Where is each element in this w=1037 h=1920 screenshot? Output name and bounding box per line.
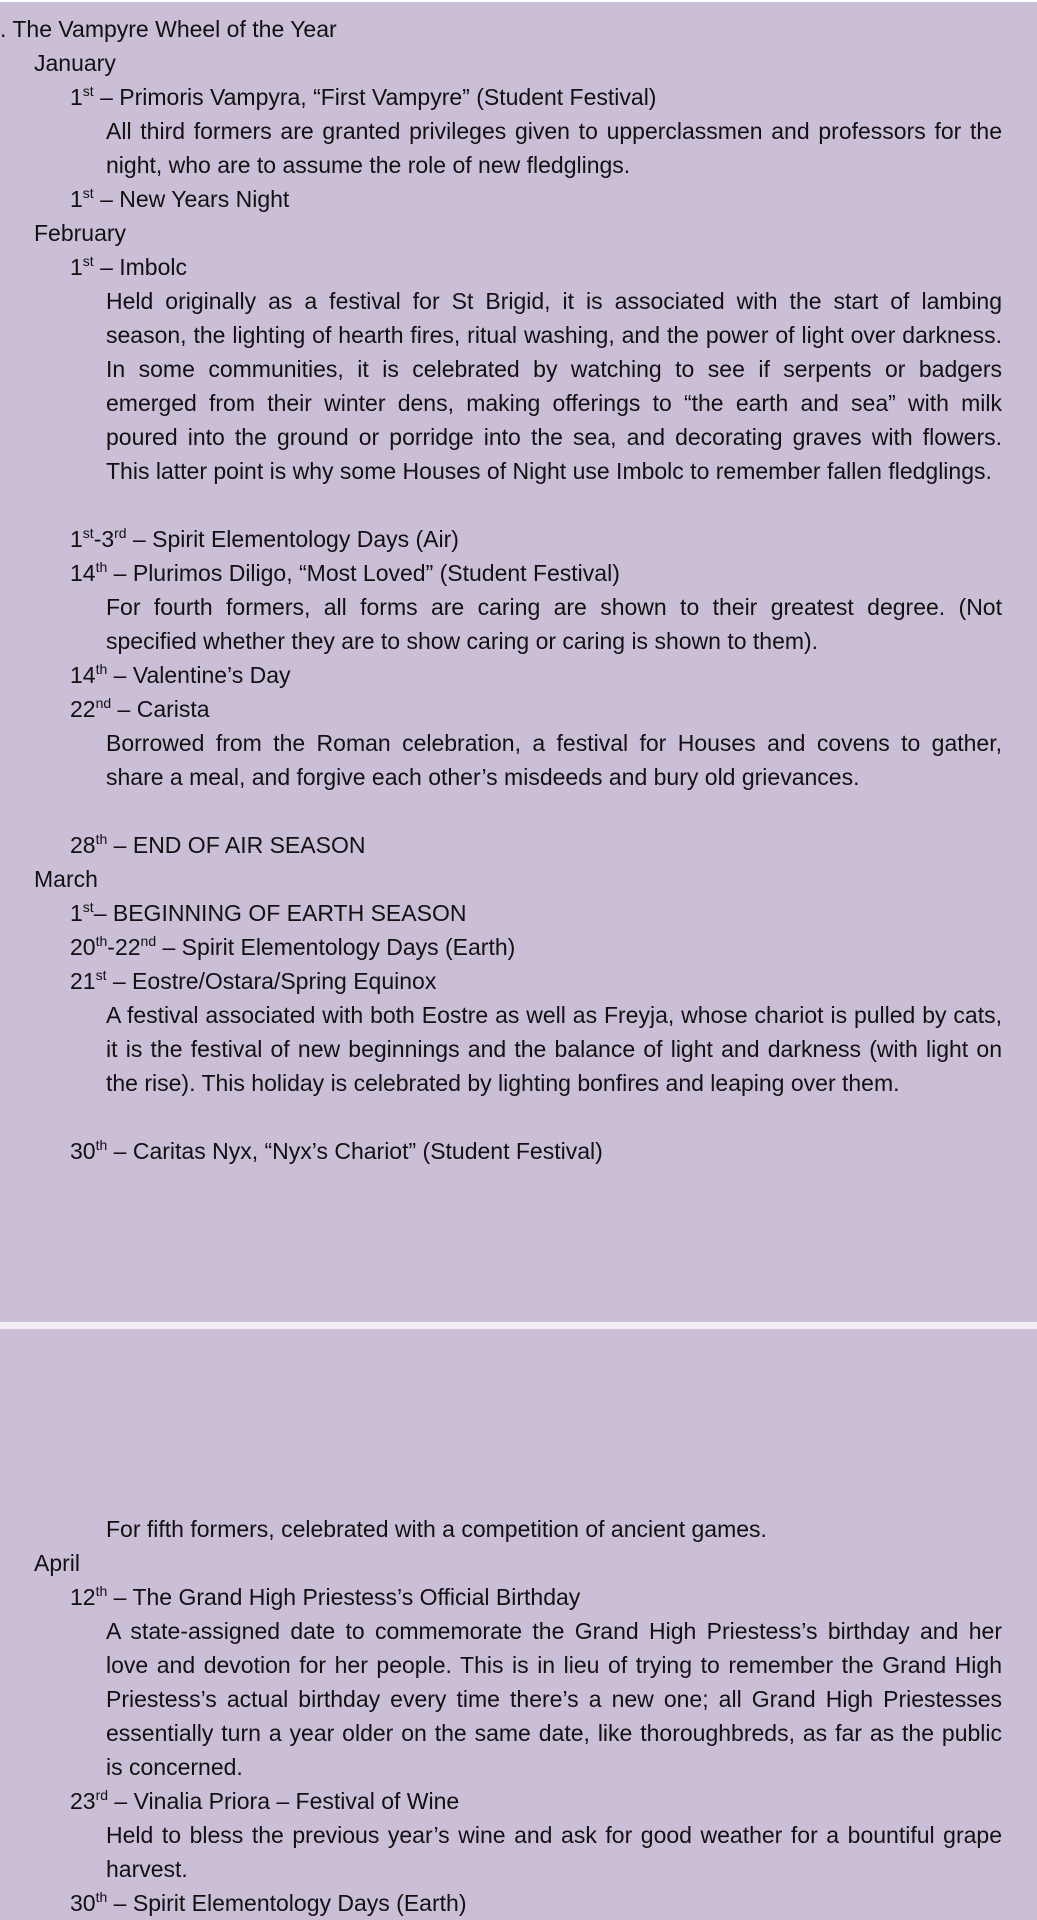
entry-spring-equinox: 21st – Eostre/Ostara/Spring Equinox xyxy=(70,967,437,994)
entry-valentines-day: 14th – Valentine’s Day xyxy=(70,661,291,688)
entry-caritas-nyx: 30th – Caritas Nyx, “Nyx’s Chariot” (Student Festival) xyxy=(70,1137,603,1164)
document-title: . The Vampyre Wheel of the Year xyxy=(0,16,337,42)
entry-spirit-elementology-air: 1st-3rd – Spirit Elementology Days (Air) xyxy=(70,525,459,552)
entry-end-of-air-season: 28th – END OF AIR SEASON xyxy=(70,831,366,858)
entry-description: Borrowed from the Roman celebration, a festival for Houses and covens to gather, share a meal, and forgive each other’s misdeeds and bury old grievances. xyxy=(106,730,1002,790)
entry-description: For fourth formers, all forms are caring are shown to their greatest degree. (Not specified whether they are to show caring or caring is shown to them). xyxy=(106,594,1002,654)
entry-description: A state-assigned date to commemorate the Grand High Priestess’s birthday and her love and devotion for her people. This is in lieu of trying to remember the Grand High Priestess’s actual birthday every time there’s a new one; all Grand High Priestesses essentially turn a year older on the same date, like thoroughbreds, as far as the public is concerned. xyxy=(106,1618,1002,1780)
entry-vinalia-priora: 23rd – Vinalia Priora – Festival of Wine xyxy=(70,1787,460,1814)
entry-spirit-elementology-earth: 20th-22nd – Spirit Elementology Days (Earth) xyxy=(70,933,516,960)
entry-beginning-of-earth-season: 1st– BEGINNING OF EARTH SEASON xyxy=(70,899,467,926)
entry-carista: 22nd – Carista xyxy=(70,695,210,722)
entry-grand-high-priestess-birthday: 12th – The Grand High Priestess’s Official Birthday xyxy=(70,1583,581,1610)
entry-description: Held originally as a festival for St Brigid, it is associated with the start of lambing season, the lighting of hearth fires, ritual washing, and the power of light over darkness. In some communities, it is celebrated by watching to see if serpents or badgers emerged from their winter dens, making offerings to “the earth and sea” with milk poured into the ground or porridge into the sea, and decorating graves with flowers. This latter point is why some Houses of Night use Imbolc to remember fallen fledglings. xyxy=(106,288,1002,484)
entry-new-years-night: 1st – New Years Night xyxy=(70,185,290,212)
entry-description: For fifth formers, celebrated with a competition of ancient games. xyxy=(106,1516,767,1542)
entry-description: All third formers are granted privileges given to upperclassmen and professors for the night, who are to assume the role of new fledglings. xyxy=(106,118,1002,178)
month-heading-april: April xyxy=(34,1550,81,1576)
entry-primoris-vampyra: 1st – Primoris Vampyra, “First Vampyre” (Student Festival) xyxy=(70,83,657,110)
entry-imbolc: 1st – Imbolc xyxy=(70,253,188,280)
month-heading-january: January xyxy=(34,50,116,76)
month-heading-february: February xyxy=(34,220,127,246)
entry-description: Held to bless the previous year’s wine and ask for good weather for a bountiful grape harvest. xyxy=(106,1822,1002,1882)
page-divider xyxy=(0,1322,1037,1329)
entry-spirit-elementology-earth-april: 30th – Spirit Elementology Days (Earth) xyxy=(70,1889,467,1916)
entry-description: A festival associated with both Eostre as well as Freyja, whose chariot is pulled by cats, it is the festival of new beginnings and the balance of light and darkness (with light on the rise). This holiday is celebrated by lighting bonfires and leaping over them. xyxy=(106,1002,1002,1096)
month-heading-march: March xyxy=(34,866,98,892)
entry-plurimos-diligo: 14th – Plurimos Diligo, “Most Loved” (Student Festival) xyxy=(70,559,620,586)
